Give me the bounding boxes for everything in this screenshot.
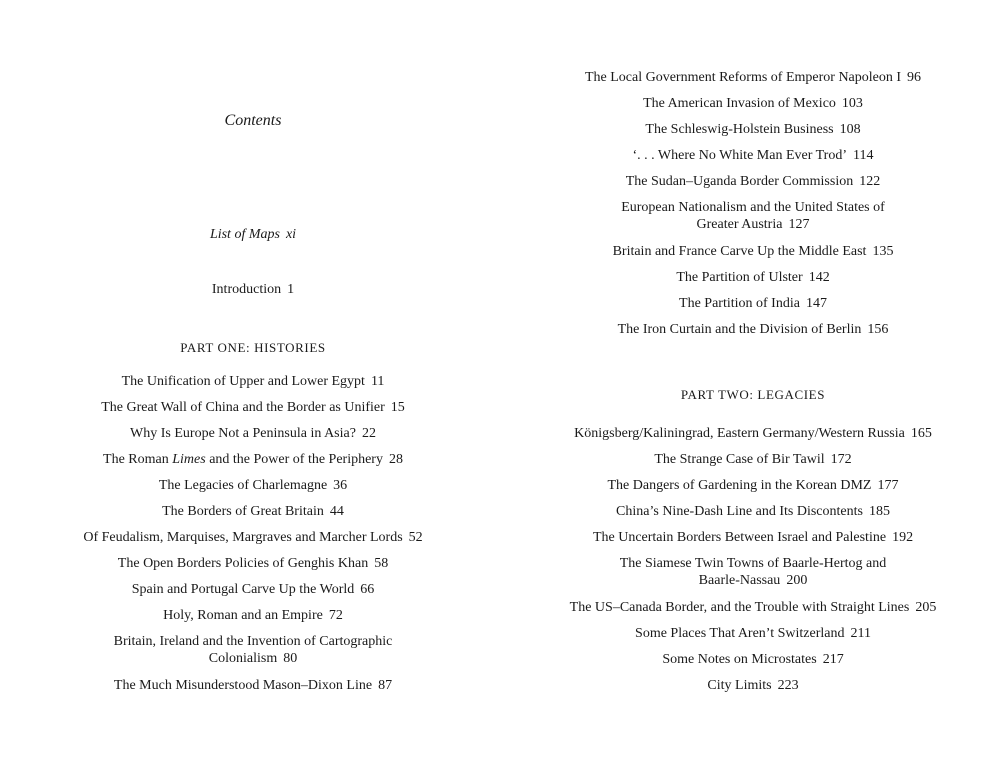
entry-title: The Unification of Upper and Lower Egypt <box>121 374 365 389</box>
toc-entry <box>506 529 1000 546</box>
toc-entry <box>506 451 1000 468</box>
entry-title-line <box>0 677 506 694</box>
entry-title-line <box>506 269 1000 286</box>
entry-title <box>0 451 506 468</box>
entry-title-line <box>506 216 1000 233</box>
entry-title-part: and the Power of the Periphery <box>205 452 383 467</box>
toc-entry <box>0 633 506 667</box>
entry-title-line <box>0 477 506 494</box>
entry-title-part: The Roman <box>103 452 173 467</box>
entry-page: 80 <box>283 651 298 666</box>
entry-page: 36 <box>333 478 348 493</box>
entry-title-line <box>506 199 1000 216</box>
introduction-entry <box>0 281 506 298</box>
entry-title-line <box>506 243 1000 260</box>
entry-page: 205 <box>915 600 937 615</box>
entry-page: 200 <box>786 573 808 588</box>
entry-title-line <box>0 373 506 390</box>
entry-title: The Borders of Great Britain <box>162 504 324 519</box>
entry-title: The Legacies of Charlemagne <box>158 478 328 493</box>
entry-page: 122 <box>859 174 881 189</box>
entry-page: 147 <box>805 296 827 311</box>
entry-page: 217 <box>822 652 844 667</box>
entry-title-line <box>506 451 1000 468</box>
entry-title-line <box>506 503 1000 520</box>
entry-title: The Dangers of Gardening in the Korean DMZ <box>607 478 872 493</box>
entry-page: 135 <box>872 244 894 259</box>
part-one-heading: PART ONE: HISTORIES <box>180 340 326 355</box>
entry-title: List of Maps <box>209 227 280 242</box>
toc-entry <box>506 69 1000 86</box>
entry-title: The Siamese Twin Towns of Baarle-Hertog and <box>619 556 887 571</box>
toc-entry <box>506 555 1000 589</box>
contents-heading: Contents <box>224 112 282 129</box>
entry-title-line <box>0 607 506 624</box>
entry-title: The Uncertain Borders Between Israel and Palestine <box>592 530 887 545</box>
entry-title: Why Is Europe Not a Peninsula in Asia? <box>130 426 356 441</box>
entry-page: 52 <box>408 530 423 545</box>
entry-title-line <box>0 581 506 598</box>
entry-title-line <box>506 625 1000 642</box>
entry-title: City Limits <box>707 678 772 693</box>
entry-title: Britain and France Carve Up the Middle East <box>612 244 867 259</box>
toc-entry <box>506 677 1000 694</box>
entry-title: The Schleswig-Holstein Business <box>645 122 834 137</box>
entry-title: The Local Government Reforms of Emperor Napoleon I <box>584 70 902 85</box>
entry-title: The Great Wall of China and the Border as Unifier <box>101 400 385 415</box>
entry-title: The Much Misunderstood Mason–Dixon Line <box>113 678 373 693</box>
entry-title-line <box>0 503 506 520</box>
entry-page: 103 <box>841 96 863 111</box>
entry-title-line <box>506 477 1000 494</box>
entry-title: Some Notes on Microstates <box>662 652 817 667</box>
list-of-maps-entry <box>0 226 506 243</box>
entry-title: Holy, Roman and an Empire <box>163 608 323 623</box>
entry-page: 177 <box>877 478 899 493</box>
entry-page: xi <box>285 227 297 242</box>
entry-page: 114 <box>853 148 874 163</box>
toc-entry <box>0 677 506 694</box>
toc-entry <box>506 269 1000 286</box>
entry-title-line <box>506 121 1000 138</box>
entry-page: 223 <box>777 678 799 693</box>
entry-page: 165 <box>910 426 932 441</box>
entry-page: 11 <box>370 374 385 389</box>
entry-title: The Partition of India <box>679 296 800 311</box>
entry-title-italic: Limes <box>172 452 206 467</box>
entry-page: 108 <box>839 122 861 137</box>
toc-entry <box>0 451 506 468</box>
entry-title: The American Invasion of Mexico <box>643 96 836 111</box>
toc-entry <box>506 95 1000 112</box>
entry-page: 44 <box>329 504 344 519</box>
toc-entry <box>0 477 506 494</box>
entry-title: Spain and Portugal Carve Up the World <box>131 582 355 597</box>
toc-entry <box>0 373 506 390</box>
entry-page: 22 <box>361 426 376 441</box>
entry-page: 156 <box>867 322 889 337</box>
entry-page: 96 <box>907 70 922 85</box>
right-page <box>506 0 1000 766</box>
entry-title-line <box>0 425 506 442</box>
toc-entry <box>506 295 1000 312</box>
entry-title: Introduction <box>211 282 282 297</box>
entry-page: 1 <box>287 282 295 297</box>
toc-entry <box>506 121 1000 138</box>
entry-title-line <box>506 572 1000 589</box>
toc-entry <box>0 555 506 572</box>
entry-page: 58 <box>374 556 389 571</box>
toc-entry <box>506 147 1000 164</box>
entry-page: 185 <box>868 504 890 519</box>
entry-title: The Strange Case of Bir Tawil <box>654 452 825 467</box>
entry-title: Königsberg/Kaliningrad, Eastern Germany/Western Russia <box>574 426 905 441</box>
entry-title: European Nationalism and the United States of <box>621 200 885 215</box>
entry-title: Baarle-Nassau <box>698 573 781 588</box>
entry-title-line <box>506 173 1000 190</box>
entry-title-line <box>0 399 506 416</box>
toc-entry <box>506 425 1000 442</box>
entry-title-line <box>0 529 506 546</box>
entry-title-line <box>506 147 1000 164</box>
entry-title: Colonialism <box>208 651 278 666</box>
entry-title-line <box>0 633 506 650</box>
entry-title-line <box>506 69 1000 86</box>
toc-entry <box>0 581 506 598</box>
toc-entry <box>0 529 506 546</box>
entry-page: 172 <box>830 452 852 467</box>
entry-title: Greater Austria <box>696 217 783 232</box>
toc-entry <box>506 599 1000 616</box>
entry-page: 87 <box>378 678 393 693</box>
entry-title-line <box>506 677 1000 694</box>
entry-page: 211 <box>850 626 871 641</box>
entry-title-line <box>506 651 1000 668</box>
toc-entry <box>0 399 506 416</box>
toc-entry <box>0 607 506 624</box>
entry-page: 127 <box>788 217 810 232</box>
entry-title-line <box>0 555 506 572</box>
entry-page: 192 <box>892 530 914 545</box>
toc-entry <box>506 651 1000 668</box>
toc-entry <box>0 425 506 442</box>
toc-entry <box>506 477 1000 494</box>
entry-title-line <box>506 321 1000 338</box>
entry-page: 142 <box>808 270 830 285</box>
entry-title: The US–Canada Border, and the Trouble with Straight Lines <box>569 600 910 615</box>
entry-title-line <box>506 95 1000 112</box>
entry-title: Britain, Ireland and the Invention of Cartographic <box>113 634 393 649</box>
entry-title-line <box>0 650 506 667</box>
entry-page: 72 <box>328 608 343 623</box>
toc-entry <box>506 625 1000 642</box>
entry-title: The Iron Curtain and the Division of Berlin <box>617 322 862 337</box>
toc-entry <box>506 199 1000 233</box>
entry-title: The Sudan–Uganda Border Commission <box>625 174 854 189</box>
entry-title-line <box>506 599 1000 616</box>
entry-title-line <box>506 555 1000 572</box>
entry-title-line <box>506 425 1000 442</box>
part-two-heading: PART TWO: LEGACIES <box>680 387 826 402</box>
entry-page: 66 <box>360 582 375 597</box>
entry-title: China’s Nine-Dash Line and Its Discontents <box>616 504 863 519</box>
toc-entry <box>0 503 506 520</box>
toc-entry <box>506 321 1000 338</box>
entry-title: ‘. . . Where No White Man Ever Trod’ <box>632 148 847 163</box>
entry-page: 28 <box>388 452 403 467</box>
toc-entry <box>506 173 1000 190</box>
entry-title: The Open Borders Policies of Genghis Khan <box>117 556 369 571</box>
toc-entry <box>506 243 1000 260</box>
toc-entry <box>506 503 1000 520</box>
entry-title: Some Places That Aren’t Switzerland <box>635 626 845 641</box>
entry-title: Of Feudalism, Marquises, Margraves and Marcher Lords <box>83 530 403 545</box>
entry-page: 15 <box>390 400 405 415</box>
entry-title-line <box>506 295 1000 312</box>
entry-title: The Partition of Ulster <box>676 270 803 285</box>
entry-title-line <box>506 529 1000 546</box>
